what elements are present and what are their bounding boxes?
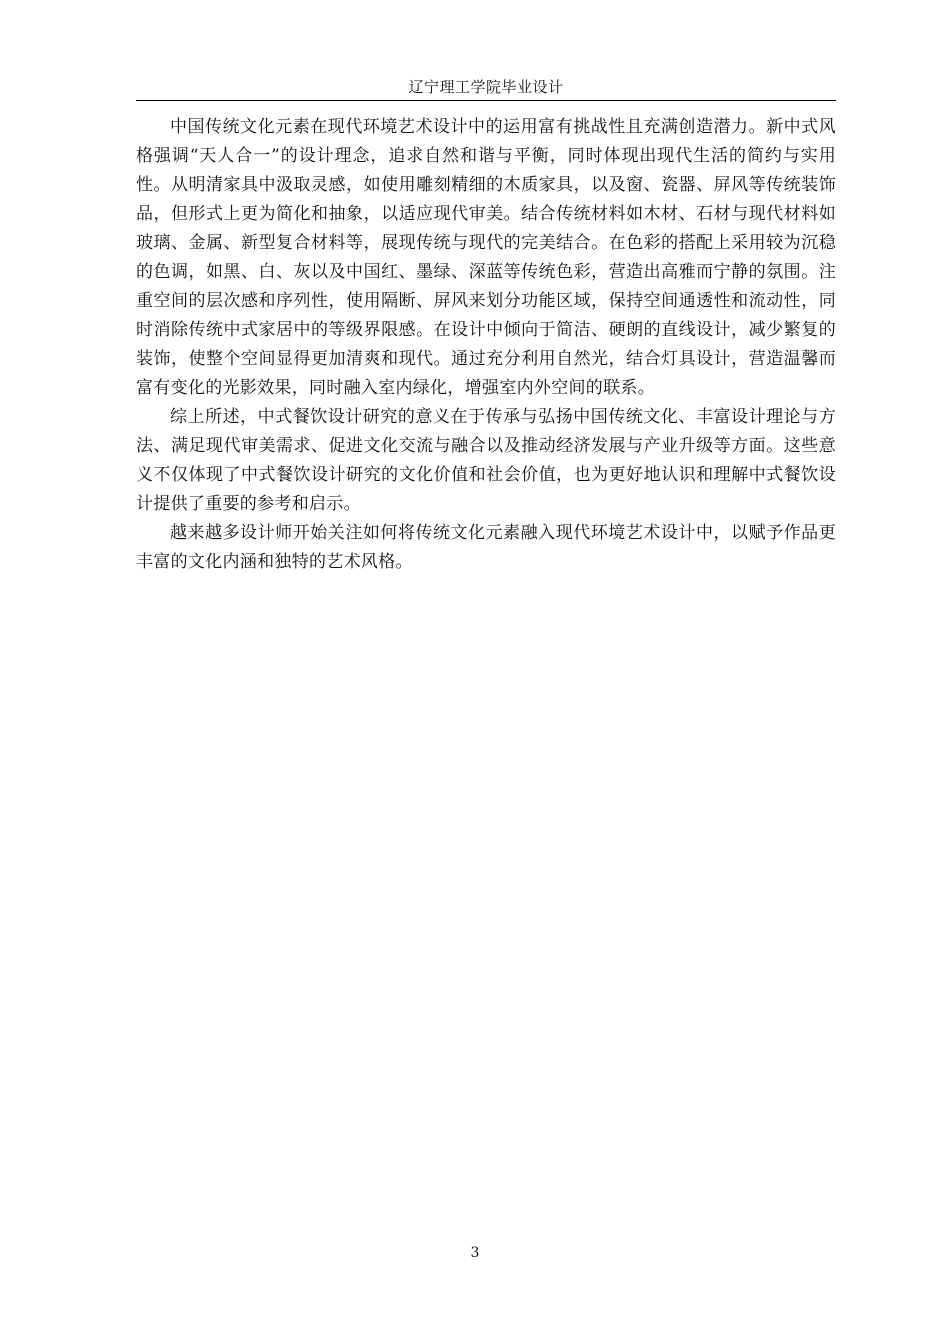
paragraph-designers: 越来越多设计师开始关注如何将传统文化元素融入现代环境艺术设计中，以赋予作品更丰富的文化内涵和独特的艺术风格。 xyxy=(136,523,836,572)
paragraph-summary: 综上所述，中式餐饮设计研究的意义在于传承与弘扬中国传统文化、丰富设计理论与方法、满足现代审美需求、促进文化交流与融合以及推动经济发展与产业升级等方面。这些意义不仅体现了中式餐饮设计研究的文化价值和社会价值，也为更好地认识和理解中式餐饮设计提供了重要的参考和启示。 xyxy=(136,407,836,514)
body-text xyxy=(136,113,836,577)
paragraph-traditional-elements: 中国传统文化元素在现代环境艺术设计中的运用富有挑战性且充满创造潜力。新中式风格强调“天人合一”的设计理念，追求自然和谐与平衡，同时体现出现代生活的简约与实用性。从明清家具中汲取灵感，如使用雕刻精细的木质家具，以及窗、瓷器、屏风等传统装饰品，但形式上更为简化和抽象，以适应现代审美。结合传统材料如木材、石材与现代材料如玻璃、金属、新型复合材料等，展现传统与现代的完美结合。在色彩的搭配上采用较为沉稳的色调，如黑、白、灰以及中国红、墨绿、深蓝等传统色彩，营造出高雅而宁静的氛围。注重空间的层次感和序列性，使用隔断、屏风来划分功能区域，保持空间通透性和流动性，同时消除传统中式家居中的等级界限感。在设计中倾向于简洁、硬朗的直线设计，减少繁复的装饰，使整个空间显得更加清爽和现代。通过充分利用自然光，结合灯具设计，营造温馨而富有变化的光影效果，同时融入室内绿化，增强室内外空间的联系。 xyxy=(136,117,836,398)
page-number: 3 xyxy=(470,1245,480,1261)
header-title: 辽宁理工学院毕业设计 xyxy=(408,78,564,96)
page-header xyxy=(136,76,836,101)
